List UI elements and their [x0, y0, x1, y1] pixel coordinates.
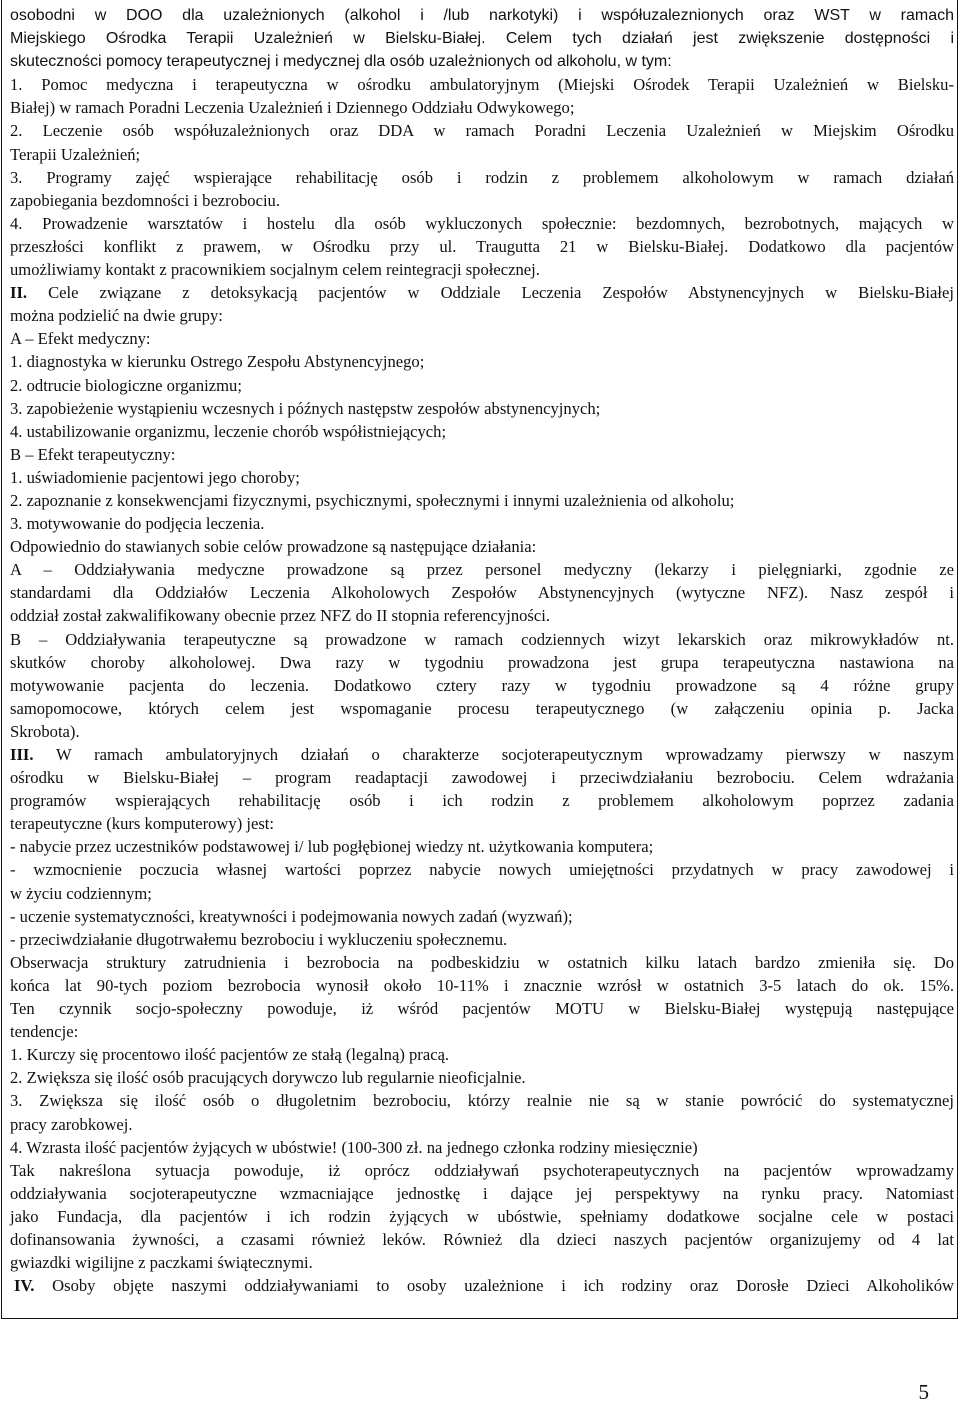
text-line — [10, 1066, 954, 1089]
line-text: przeszłości konflikt z prawem, w Ośrodku przy ul. Traugutta 21 w Bielsku-Białej. Dodatkowo dla pacjentów — [10, 236, 954, 256]
text-line — [10, 1136, 954, 1159]
text-line — [10, 281, 954, 304]
text-line — [10, 73, 954, 96]
text-line — [10, 350, 954, 373]
line-text: Białej) w ramach Poradni Leczenia Uzależnień i Dziennego Oddziału Odwykowego; — [10, 98, 575, 118]
line-text: pracy zarobkowej. — [10, 1114, 133, 1134]
text-line — [10, 720, 954, 743]
text-line — [10, 189, 954, 212]
line-text: oddział został zakwalifikowany obecnie przez NFZ do II stopnia referencyjności. — [10, 606, 551, 626]
text-line — [10, 651, 954, 674]
line-text: motywowanie pacjenta do leczenia. Dodatkowo cztery razy w tygodniu prowadzone są 4 różne grupy — [10, 675, 954, 695]
line-text: - uczenie systematyczności, kreatywności i podejmowania nowych zadań (wyzwań); — [10, 906, 573, 926]
line-text: 4. Prowadzenie warsztatów i hostelu dla osób wykluczonych społecznie: bezdomnych, bezrobotnych, mających w — [10, 213, 954, 233]
line-text: 1. Pomoc medyczna i terapeutyczna w ośrodku ambulatoryjnym (Miejski Ośrodek Terapii Uzależnień w Bielsku- — [10, 75, 954, 95]
page-number: 5 — [918, 1380, 929, 1404]
text-line — [10, 166, 954, 189]
line-text: Miejskiego Ośrodka Terapii Uzależnień w Bielsku-Białej. Celem tych działań jest zwiększenie dostępności i — [10, 30, 954, 48]
text-line — [10, 1020, 954, 1043]
text-line — [10, 581, 954, 604]
line-text: Osoby objęte naszymi oddziaływaniami to osoby uzależnione i ich rodziny oraz Dorosłe Dzieci Alkoholików — [34, 1276, 954, 1296]
line-text: końca lat 90-tych poziom bezrobocia wynosił około 10-11% i znacznie wzrósł w ostatnich 3-5 latach do ok. 15%. — [10, 975, 954, 995]
text-line — [10, 397, 954, 420]
text-line — [10, 1043, 954, 1066]
line-text: zapobiegania bezdomności i bezrobociu. — [10, 190, 281, 210]
line-text: Ten czynnik socjo-społeczny powoduje, iż wśród pacjentów MOTU w Bielsku-Białej występują następujące — [10, 999, 954, 1019]
text-line — [10, 835, 954, 858]
line-text: skuteczności pomocy terapeutycznej i medycznej dla osób uzależnionych od alkoholu, w tym: — [10, 53, 672, 71]
line-text: tendencje: — [10, 1022, 79, 1042]
text-line — [10, 1089, 954, 1112]
line-text: 2. zapoznanie z konsekwencjami fizycznymi, psychicznymi, społecznymi i innymi uzależnienia od alkoholu; — [10, 490, 735, 510]
text-line — [10, 697, 954, 720]
text-line — [10, 1205, 954, 1228]
line-text: ośrodku w Bielsku-Białej – program readaptacji zawodowej i przeciwdziałaniu bezrobociu. Celem wdrażania — [10, 768, 954, 788]
line-text: dofinansowania żywności, a czasami również leków. Również dla dzieci naszych pacjentów organizujemy od 4 lat — [10, 1229, 954, 1249]
line-text: 1. uświadomienie pacjentowi jego choroby; — [10, 467, 300, 487]
line-text: w życiu codziennym; — [10, 883, 152, 903]
line-text: - nabycie przez uczestników podstawowej i/ lub pogłębionej wiedzy nt. użytkowania komputera; — [10, 837, 654, 857]
text-line — [10, 558, 954, 581]
line-text: 4. Wzrasta ilość pacjentów żyjących w ubóstwie! (100-300 zł. na jednego członka rodziny miesięcznie) — [10, 1137, 698, 1157]
document-body — [10, 4, 954, 1297]
text-line — [10, 466, 954, 489]
line-text: skutków choroby alkoholowej. Dwa razy w tygodniu prowadzona jest grupa terapeutyczna nastawiona na — [10, 652, 954, 672]
line-text: B – Efekt terapeutyczny: — [10, 444, 176, 464]
line-text: gwiazdki wigilijne z paczkami świątecznymi. — [10, 1253, 313, 1273]
line-text: A – Efekt medyczny: — [10, 329, 151, 349]
text-line — [10, 1159, 954, 1182]
line-text: oddziaływania socjoterapeutyczne wzmacniające jednostkę i dające jej perspektywy na rynku pracy. Natomiast — [10, 1183, 954, 1203]
text-line — [10, 119, 954, 142]
line-text: standardami dla Oddziałów Leczenia Alkoholowych Zespołów Abstynencyjnych (wytyczne NFZ). Nasz zespół i — [10, 583, 954, 603]
line-text: osobodni w DOO dla uzależnionych (alkohol i /lub narkotyki) i współuzaleznionych oraz WST w ramach — [10, 7, 954, 24]
text-line — [10, 604, 954, 627]
text-line — [10, 674, 954, 697]
line-text: 2. Zwiększa się ilość osób pracujących dorywczo lub regularnie nieoficjalnie. — [10, 1068, 526, 1088]
line-text: terapeutyczne (kurs komputerowy) jest: — [10, 814, 275, 834]
document-frame — [1, 0, 958, 1319]
line-text: Skrobota). — [10, 721, 80, 741]
text-line — [10, 766, 954, 789]
text-line — [10, 951, 954, 974]
line-text: 4. ustabilizowanie organizmu, leczenie chorób współistniejących; — [10, 421, 447, 441]
line-text: 3. motywowanie do podjęcia leczenia. — [10, 514, 265, 534]
text-line — [10, 928, 954, 951]
text-line — [10, 1182, 954, 1205]
line-text: 2. odtrucie biologiczne organizmu; — [10, 375, 242, 395]
text-line — [10, 443, 954, 466]
line-text: Cele związane z detoksykacją pacjentów w Oddziale Leczenia Zespołów Abstynencyjnych w Bielsku-Białej — [27, 283, 954, 303]
line-text: Obserwacja struktury zatrudnienia i bezrobocia na podbeskidziu w ostatnich kilku latach bardzo zmieniła się. Do — [10, 952, 954, 972]
text-line — [10, 27, 954, 50]
line-text: 3. Zwiększa się ilość osób o długoletnim bezrobociu, którzy realnie nie są w stanie powrócić do systematycznej — [10, 1091, 954, 1111]
line-text: 1. diagnostyka w kierunku Ostrego Zespołu Abstynencyjnego; — [10, 352, 425, 372]
line-text: Terapii Uzależnień; — [10, 144, 141, 164]
line-text: jako Fundacja, dla pacjentów i ich rodzin żyjących w ubóstwie, spełniamy dodatkowe socjalne cele w postaci — [10, 1206, 954, 1226]
line-text: W ramach ambulatoryjnych działań o charakterze socjoterapeutycznym wprowadzamy pierwszy w naszym — [33, 745, 954, 764]
line-text: można podzielić na dwie grupy: — [10, 306, 223, 326]
text-line — [10, 420, 954, 443]
line-text: - wzmocnienie poczucia własnej wartości poprzez nabycie nowych umiejętności przydatnych w pracy zawodowej i — [10, 860, 954, 880]
line-text: 1. Kurczy się procentowo ilość pacjentów ze stałą (legalną) pracą. — [10, 1045, 450, 1065]
text-line — [10, 143, 954, 166]
text-line — [10, 535, 954, 558]
section-number: III. — [10, 745, 34, 764]
line-text: Odpowiednio do stawianych sobie celów prowadzone są następujące działania: — [10, 537, 537, 557]
text-line — [10, 628, 954, 651]
section-number: II. — [10, 283, 28, 303]
text-line — [10, 858, 954, 881]
text-line — [10, 1228, 954, 1251]
line-text: 3. Programy zajęć wspierające rehabilitację osób i rodzin z problemem alkoholowym w ramach działań — [10, 167, 954, 187]
line-text: 3. zapobieżenie wystąpieniu wczesnych i późnych następstw zespołów abstynencyjnych; — [10, 398, 601, 418]
line-text: 2. Leczenie osób współuzależnionych oraz DDA w ramach Poradni Leczenia Uzależnień w Miejskim Ośrodku — [10, 121, 954, 141]
line-text: - przeciwdziałanie długotrwałemu bezrobociu i wykluczeniu społecznemu. — [10, 929, 508, 949]
text-line — [10, 235, 954, 258]
text-line — [10, 1274, 954, 1297]
text-line — [10, 997, 954, 1020]
text-line — [10, 96, 954, 119]
text-line — [10, 4, 954, 27]
line-text: programów wspierających rehabilitację osób i ich rodzin z problemem alkoholowym poprzez zadania — [10, 791, 954, 811]
line-text: B – Oddziaływania terapeutyczne są prowadzone w ramach codziennych wizyt lekarskich oraz mikrowykładów nt. — [10, 629, 954, 649]
text-line — [10, 905, 954, 928]
text-line — [10, 512, 954, 535]
line-text: A – Oddziaływania medyczne prowadzone są przez personel medyczny (lekarzy i pielęgniarki, zgodnie ze — [10, 560, 954, 580]
text-line — [10, 789, 954, 812]
text-line — [10, 812, 954, 835]
text-line — [10, 743, 954, 766]
text-line — [10, 50, 954, 73]
line-text: umożliwiamy kontakt z pracownikiem socjalnym celem reintegracji społecznej. — [10, 260, 540, 280]
line-text: Tak nakreślona sytuacja powoduje, iż oprócz oddziaływań psychoterapeutycznych na pacjentów wprowadzamy — [10, 1160, 954, 1180]
section-number: IV. — [14, 1276, 35, 1296]
text-line — [10, 882, 954, 905]
text-line — [10, 1251, 954, 1274]
text-line — [10, 212, 954, 235]
text-line — [10, 974, 954, 997]
line-text: samopomocowe, których celem jest wspomaganie procesu terapeutycznego (w załączeniu opinia p. Jacka — [10, 698, 954, 718]
text-line — [10, 1113, 954, 1136]
text-line — [10, 327, 954, 350]
text-line — [10, 258, 954, 281]
text-line — [10, 489, 954, 512]
text-line — [10, 374, 954, 397]
text-line — [10, 304, 954, 327]
